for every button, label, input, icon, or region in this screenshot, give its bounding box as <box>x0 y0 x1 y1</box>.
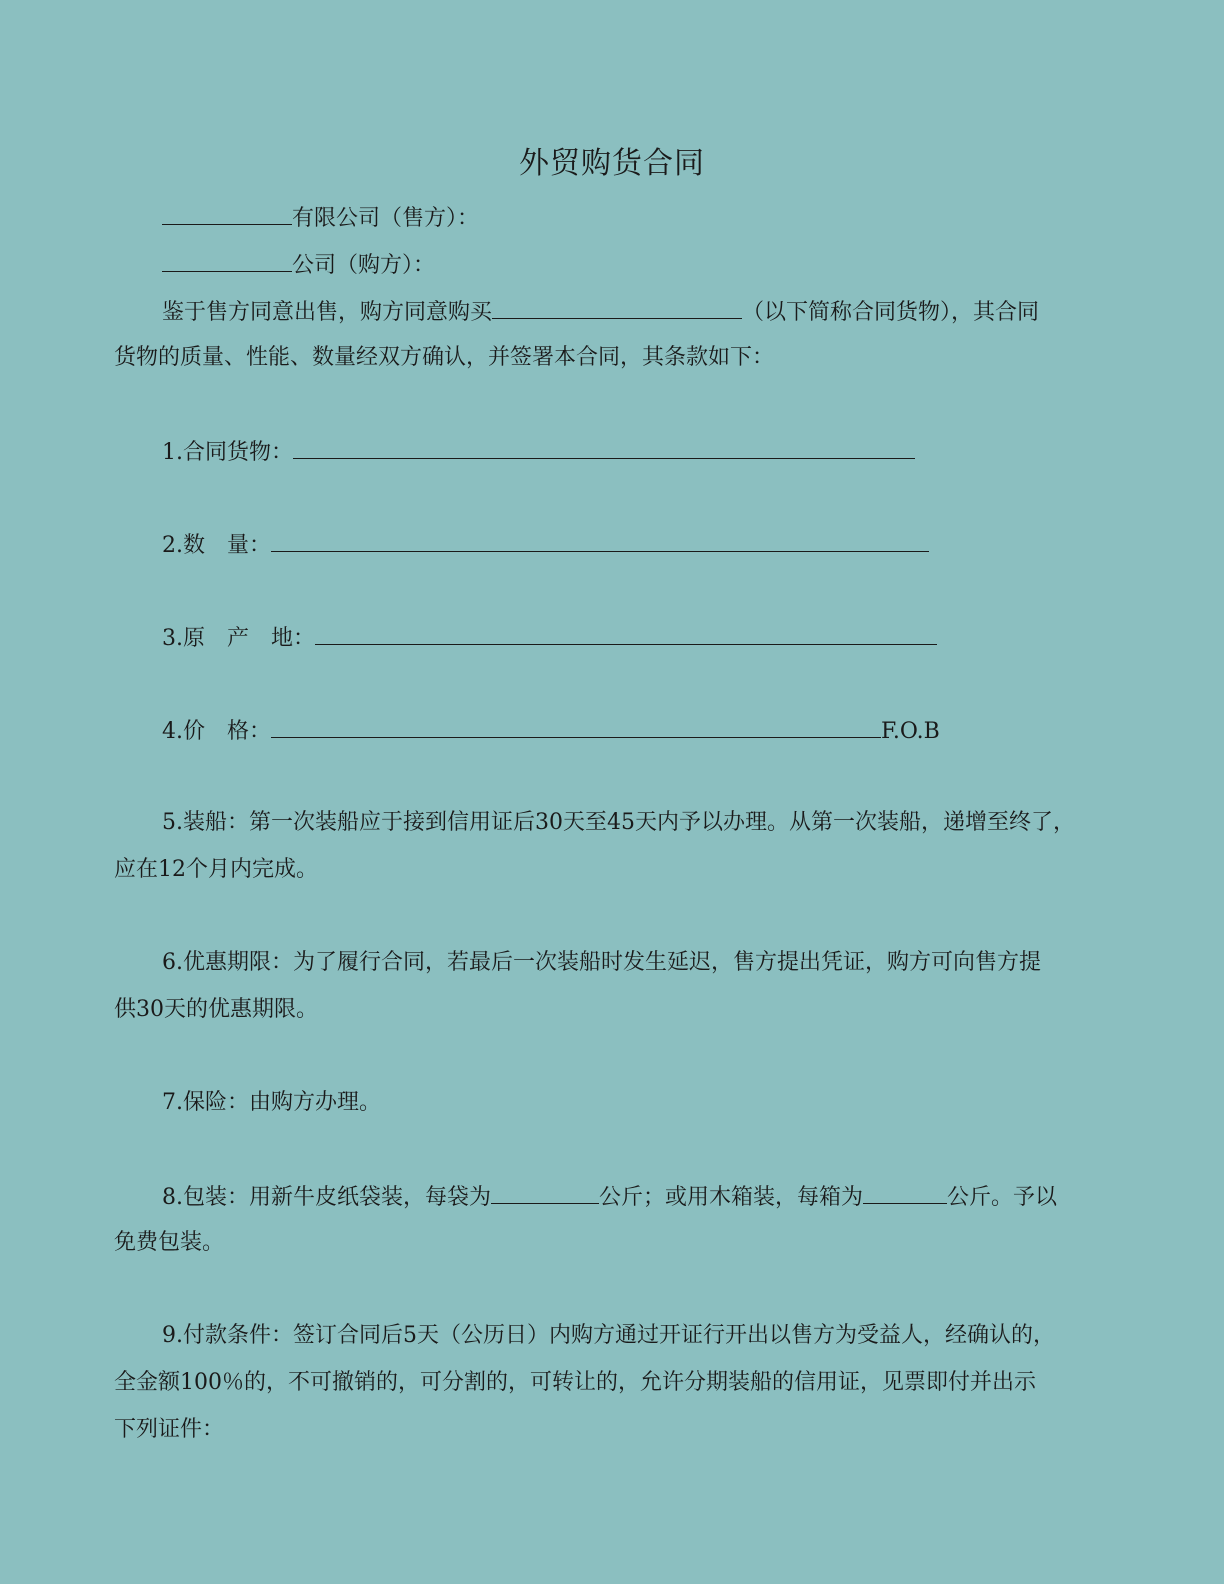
bag-weight-blank[interactable] <box>491 1181 599 1204</box>
clause-8-line-2: 免费包装。 <box>114 1230 225 1255</box>
clause-8-text-1: 8.包装：用新牛皮纸袋装，每袋为 <box>162 1185 491 1210</box>
clause-6-line-2: 供30天的优惠期限。 <box>114 997 318 1022</box>
clause-2-label: 2.数 量： <box>162 533 271 558</box>
clause-8-text-3: 公斤。予以 <box>947 1185 1058 1210</box>
intro-text-1: 鉴于售方同意出售，购方同意购买 <box>162 300 493 325</box>
clause-4-suffix: F.O.B <box>881 719 940 744</box>
clause-1-blank[interactable] <box>293 436 915 459</box>
buyer-line <box>162 249 435 281</box>
seller-suffix: 有限公司（售方）： <box>292 206 480 231</box>
clause-4-label: 4.价 格： <box>162 719 271 744</box>
clause-8-line-1 <box>162 1181 1057 1213</box>
intro-text-2: （以下简称合同货物），其合同 <box>742 300 1040 325</box>
clause-3-blank[interactable] <box>315 622 937 645</box>
clause-3 <box>162 622 937 654</box>
clause-1 <box>162 436 915 468</box>
clause-4 <box>162 715 940 747</box>
clause-7: 7.保险：由购方办理。 <box>162 1090 381 1115</box>
seller-name-blank[interactable] <box>162 202 292 225</box>
clause-2 <box>162 529 929 561</box>
goods-name-blank[interactable] <box>492 296 742 319</box>
clause-5-line-1: 5.装船：第一次装船应于接到信用证后30天至45天内予以办理。从第一次装船，递增至终了， <box>162 810 1075 835</box>
buyer-suffix: 公司（购方）： <box>292 253 436 278</box>
clause-8-text-2: 公斤；或用木箱装，每箱为 <box>599 1185 864 1210</box>
clause-2-blank[interactable] <box>271 529 929 552</box>
clause-1-label: 1.合同货物： <box>162 440 293 465</box>
clause-6-line-1: 6.优惠期限：为了履行合同，若最后一次装船时发生延迟，售方提出凭证，购方可向售方提 <box>162 950 1041 975</box>
clause-5-line-2: 应在12个月内完成。 <box>114 857 318 882</box>
clause-9-line-2: 全金额100％的，不可撤销的，可分割的，可转让的，允许分期装船的信用证，见票即付并出示 <box>114 1370 1036 1395</box>
clause-9-line-3: 下列证件： <box>114 1417 225 1442</box>
buyer-name-blank[interactable] <box>162 249 292 272</box>
intro-line-2: 货物的质量、性能、数量经双方确认，并签署本合同，其条款如下： <box>114 345 775 370</box>
clause-3-label: 3.原 产 地： <box>162 626 315 651</box>
clause-4-blank[interactable] <box>271 715 881 738</box>
intro-line-1 <box>162 296 1039 328</box>
clause-9-line-1: 9.付款条件：签订合同后5天（公历日）内购方通过开证行开出以售方为受益人，经确认的， <box>162 1323 1055 1348</box>
box-weight-blank[interactable] <box>863 1181 947 1204</box>
seller-line <box>162 202 479 234</box>
document-title: 外贸购货合同 <box>519 146 705 181</box>
